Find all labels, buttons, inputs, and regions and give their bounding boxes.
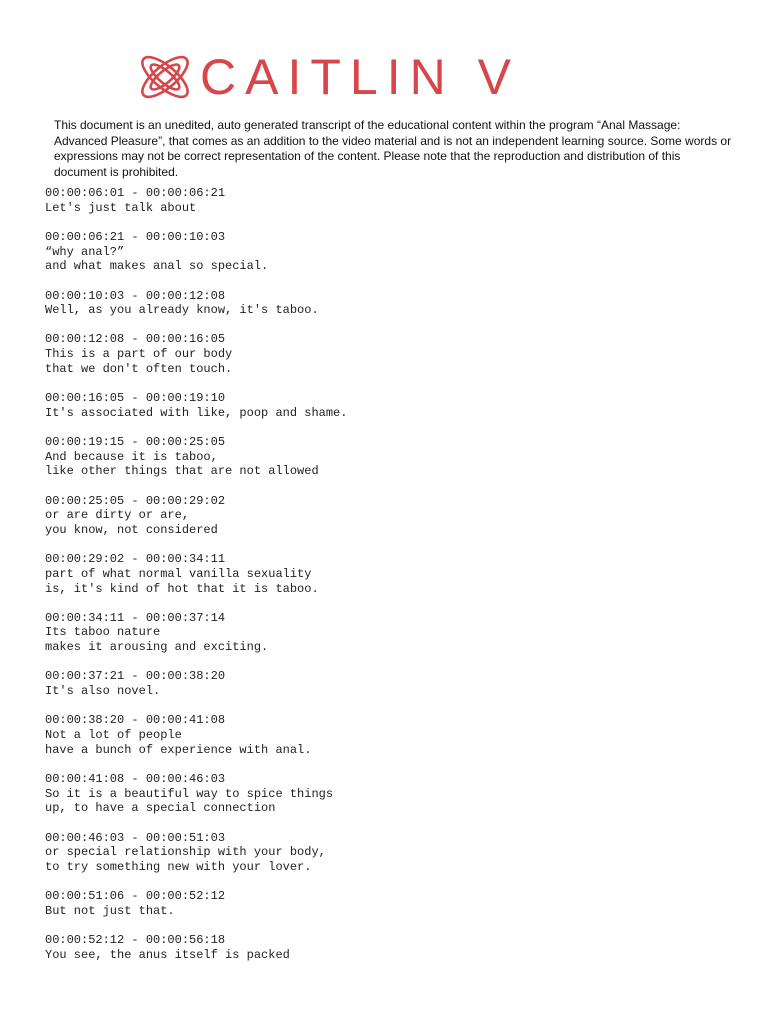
cue-text-line: It's also novel. — [45, 684, 161, 699]
cue-text-line: But not just that. — [45, 903, 175, 918]
transcript-cue — [45, 391, 725, 420]
cue-timestamp: 00:00:16:05 - 00:00:19:10 — [45, 391, 226, 406]
cue-text-line: up, to have a special connection — [45, 801, 276, 816]
transcript-cue — [45, 933, 725, 962]
transcript-cue — [45, 289, 725, 318]
cue-timestamp: 00:00:19:15 - 00:00:25:05 — [45, 434, 226, 449]
cue-timestamp: 00:00:10:03 - 00:00:12:08 — [45, 288, 226, 303]
cue-text-line: So it is a beautiful way to spice things — [45, 786, 334, 801]
transcript-cue — [45, 332, 725, 376]
transcript-cue — [45, 772, 725, 816]
cue-timestamp: 00:00:29:02 - 00:00:34:11 — [45, 552, 226, 567]
brand-name: CAITLIN V — [200, 49, 520, 105]
cue-text-line: and what makes anal so special. — [45, 259, 269, 274]
cue-timestamp: 00:00:34:11 - 00:00:37:14 — [45, 610, 226, 625]
transcript-cue — [45, 435, 725, 479]
cue-text-line: Not a lot of people — [45, 727, 182, 742]
brand-logo — [134, 48, 604, 106]
cue-text-line: that we don't often touch. — [45, 361, 233, 376]
cue-timestamp: 00:00:52:12 - 00:00:56:18 — [45, 933, 226, 948]
transcript-cue — [45, 669, 725, 698]
transcript — [45, 186, 725, 977]
cue-timestamp: 00:00:46:03 - 00:00:51:03 — [45, 830, 226, 845]
transcript-cue — [45, 831, 725, 875]
cue-text-line: you know, not considered — [45, 522, 218, 537]
cue-text-line: have a bunch of experience with anal. — [45, 742, 312, 757]
transcript-cue — [45, 552, 725, 596]
interlocking-rings-icon — [134, 49, 196, 105]
cue-text-line: Its taboo nature — [45, 625, 161, 640]
cue-timestamp: 00:00:51:06 - 00:00:52:12 — [45, 889, 226, 904]
transcript-cue — [45, 230, 725, 274]
transcript-cue — [45, 889, 725, 918]
cue-timestamp: 00:00:38:20 - 00:00:41:08 — [45, 713, 226, 728]
transcript-cue — [45, 611, 725, 655]
cue-text-line: You see, the anus itself is packed — [45, 947, 290, 962]
cue-text-line: or special relationship with your body, — [45, 845, 326, 860]
cue-timestamp: 00:00:06:21 - 00:00:10:03 — [45, 229, 226, 244]
cue-timestamp: 00:00:06:01 - 00:00:06:21 — [45, 186, 226, 200]
cue-text-line: And because it is taboo, — [45, 449, 218, 464]
cue-timestamp: 00:00:25:05 - 00:00:29:02 — [45, 493, 226, 508]
cue-text-line: This is a part of our body — [45, 347, 233, 362]
cue-text-line: makes it arousing and exciting. — [45, 640, 269, 655]
cue-text-line: or are dirty or are, — [45, 508, 190, 523]
transcript-cue — [45, 186, 725, 215]
cue-text-line: is, it's kind of hot that it is taboo. — [45, 581, 319, 596]
cue-text-line: to try something new with your lover. — [45, 859, 312, 874]
disclaimer-text: This document is an unedited, auto generated transcript of the educational content within the program “Anal Massage: Advanced Pleasure”, that comes as an addition to the video material and is not an independent learning source. Some words or expressions may not be correct representation of the content. Please note that the reproduction and distribution of this document is prohibited. — [54, 118, 732, 179]
cue-text-line: It's associated with like, poop and shame. — [45, 405, 348, 420]
cue-text-line: part of what normal vanilla sexuality — [45, 566, 312, 581]
cue-timestamp: 00:00:12:08 - 00:00:16:05 — [45, 332, 226, 347]
cue-timestamp: 00:00:41:08 - 00:00:46:03 — [45, 771, 226, 786]
cue-text-line: Let's just talk about — [45, 200, 197, 215]
cue-text-line: “why anal?” — [45, 244, 125, 259]
cue-timestamp: 00:00:37:21 - 00:00:38:20 — [45, 669, 226, 684]
transcript-cue — [45, 713, 725, 757]
cue-text-line: Well, as you already know, it's taboo. — [45, 303, 319, 318]
cue-text-line: like other things that are not allowed — [45, 464, 319, 479]
transcript-cue — [45, 494, 725, 538]
